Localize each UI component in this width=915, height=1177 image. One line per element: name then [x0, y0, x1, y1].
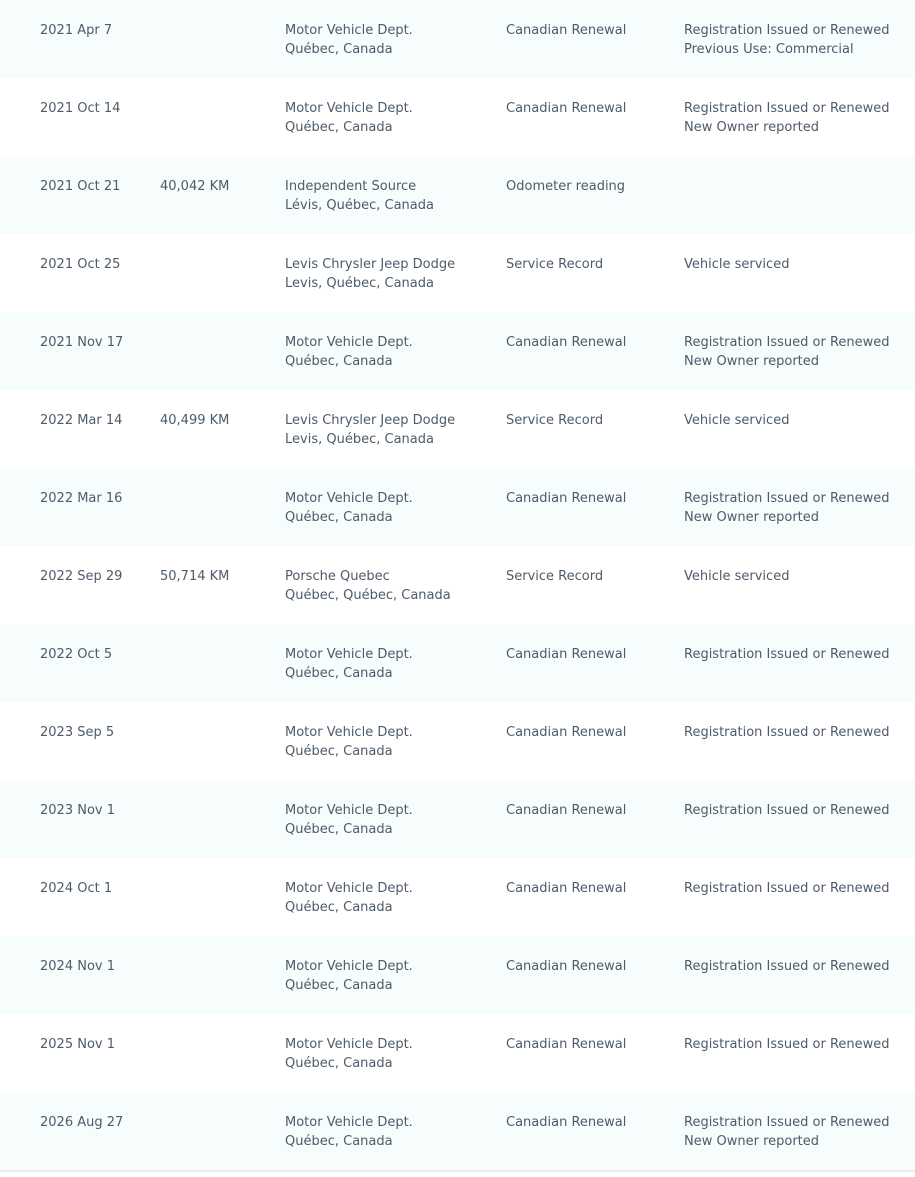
detail-line-1: Registration Issued or Renewed [684, 803, 890, 818]
source-name: Motor Vehicle Dept. [285, 491, 413, 506]
record-date: 2026 Aug 27 [40, 1115, 124, 1130]
record-source [285, 645, 413, 683]
table-row [0, 156, 915, 234]
record-odometer: 50,714 KM [160, 569, 230, 584]
table-row [0, 936, 915, 1014]
detail-line-1: Registration Issued or Renewed [684, 1037, 890, 1052]
record-source [285, 489, 413, 527]
record-details [684, 1113, 890, 1151]
detail-line-1: Registration Issued or Renewed [684, 1115, 890, 1130]
source-location: Québec, Canada [285, 822, 393, 837]
record-details [684, 411, 789, 430]
record-source [285, 99, 413, 137]
record-type: Canadian Renewal [506, 1037, 627, 1052]
source-name: Motor Vehicle Dept. [285, 647, 413, 662]
record-source [285, 21, 413, 59]
source-name: Motor Vehicle Dept. [285, 1115, 413, 1130]
record-source [285, 1113, 413, 1151]
detail-line-1: Registration Issued or Renewed [684, 335, 890, 350]
record-source [285, 333, 413, 371]
source-location: Québec, Canada [285, 666, 393, 681]
detail-line-1: Vehicle serviced [684, 257, 790, 272]
record-source [285, 957, 413, 995]
record-type: Service Record [506, 257, 604, 272]
record-type: Service Record [506, 413, 604, 428]
record-date: 2024 Oct 1 [40, 881, 113, 896]
table-row [0, 234, 915, 312]
source-name: Motor Vehicle Dept. [285, 881, 413, 896]
table-row [0, 1092, 915, 1170]
record-type: Canadian Renewal [506, 959, 627, 974]
record-source [285, 177, 434, 215]
table-row [0, 468, 915, 546]
record-date: 2021 Oct 21 [40, 179, 121, 194]
detail-line-1: Registration Issued or Renewed [684, 959, 890, 974]
detail-line-1: Vehicle serviced [684, 413, 790, 428]
detail-line-1: Registration Issued or Renewed [684, 101, 890, 116]
detail-line-1: Registration Issued or Renewed [684, 491, 890, 506]
table-row [0, 780, 915, 858]
record-date: 2022 Oct 5 [40, 647, 113, 662]
record-date: 2021 Oct 25 [40, 257, 121, 272]
record-odometer: 40,042 KM [160, 179, 230, 194]
record-source [285, 801, 413, 839]
record-type: Canadian Renewal [506, 803, 627, 818]
record-date: 2025 Nov 1 [40, 1037, 115, 1052]
detail-line-2: Previous Use: Commercial [684, 42, 854, 57]
table-row [0, 546, 915, 624]
record-date: 2022 Mar 14 [40, 413, 123, 428]
detail-line-2: New Owner reported [684, 1134, 820, 1149]
record-date: 2021 Oct 14 [40, 101, 121, 116]
table-row [0, 78, 915, 156]
source-name: Motor Vehicle Dept. [285, 959, 413, 974]
detail-line-1: Registration Issued or Renewed [684, 725, 890, 740]
record-date: 2021 Nov 17 [40, 335, 124, 350]
record-type: Canadian Renewal [506, 1115, 627, 1130]
table-row [0, 390, 915, 468]
record-details [684, 879, 890, 898]
record-details [684, 333, 890, 371]
record-type: Canadian Renewal [506, 647, 627, 662]
source-location: Québec, Canada [285, 900, 393, 915]
source-name: Levis Chrysler Jeep Dodge [285, 413, 456, 428]
record-date: 2021 Apr 7 [40, 23, 113, 38]
record-type: Canadian Renewal [506, 491, 627, 506]
record-source [285, 1035, 413, 1073]
detail-line-2: New Owner reported [684, 354, 820, 369]
detail-line-2: New Owner reported [684, 510, 820, 525]
source-location: Québec, Canada [285, 120, 393, 135]
detail-line-1: Registration Issued or Renewed [684, 647, 890, 662]
source-location: Levis, Québec, Canada [285, 432, 434, 447]
source-location: Québec, Canada [285, 42, 393, 57]
record-date: 2023 Nov 1 [40, 803, 115, 818]
record-date: 2022 Sep 29 [40, 569, 123, 584]
record-type: Canadian Renewal [506, 335, 627, 350]
table-row [0, 1014, 915, 1092]
record-details [684, 801, 890, 820]
record-details [684, 957, 890, 976]
source-location: Québec, Québec, Canada [285, 588, 451, 603]
source-location: Québec, Canada [285, 354, 393, 369]
detail-line-1: Registration Issued or Renewed [684, 23, 890, 38]
record-source [285, 411, 455, 449]
source-location: Québec, Canada [285, 1134, 393, 1149]
source-location: Québec, Canada [285, 1056, 393, 1071]
source-name: Motor Vehicle Dept. [285, 1037, 413, 1052]
source-location: Québec, Canada [285, 744, 393, 759]
source-name: Motor Vehicle Dept. [285, 335, 413, 350]
record-type: Service Record [506, 569, 604, 584]
record-type: Odometer reading [506, 179, 626, 194]
source-name: Levis Chrysler Jeep Dodge [285, 257, 456, 272]
record-source [285, 255, 455, 293]
source-name: Porsche Quebec [285, 569, 390, 584]
table-row [0, 702, 915, 780]
source-name: Independent Source [285, 179, 417, 194]
record-date: 2023 Sep 5 [40, 725, 115, 740]
record-source [285, 879, 413, 917]
record-type: Canadian Renewal [506, 23, 627, 38]
source-name: Motor Vehicle Dept. [285, 725, 413, 740]
source-location: Québec, Canada [285, 978, 393, 993]
record-details [684, 723, 890, 742]
record-details [684, 567, 789, 586]
record-date: 2024 Nov 1 [40, 959, 115, 974]
source-name: Motor Vehicle Dept. [285, 101, 413, 116]
source-location: Lévis, Québec, Canada [285, 198, 434, 213]
record-odometer: 40,499 KM [160, 413, 230, 428]
source-name: Motor Vehicle Dept. [285, 803, 413, 818]
table-row [0, 858, 915, 936]
record-source [285, 567, 451, 605]
detail-line-1: Registration Issued or Renewed [684, 881, 890, 896]
record-details [684, 645, 890, 664]
table-row [0, 312, 915, 390]
detail-line-1: Vehicle serviced [684, 569, 790, 584]
source-location: Québec, Canada [285, 510, 393, 525]
record-details [684, 99, 890, 137]
record-type: Canadian Renewal [506, 101, 627, 116]
record-details [684, 21, 890, 59]
record-type: Canadian Renewal [506, 725, 627, 740]
source-name: Motor Vehicle Dept. [285, 23, 413, 38]
record-type: Canadian Renewal [506, 881, 627, 896]
detail-line-2: New Owner reported [684, 120, 820, 135]
record-details [684, 489, 890, 527]
record-source [285, 723, 413, 761]
record-date: 2022 Mar 16 [40, 491, 123, 506]
table-row [0, 624, 915, 702]
source-location: Levis, Québec, Canada [285, 276, 434, 291]
record-details [684, 1035, 890, 1054]
table-row [0, 0, 915, 78]
record-details [684, 255, 789, 274]
